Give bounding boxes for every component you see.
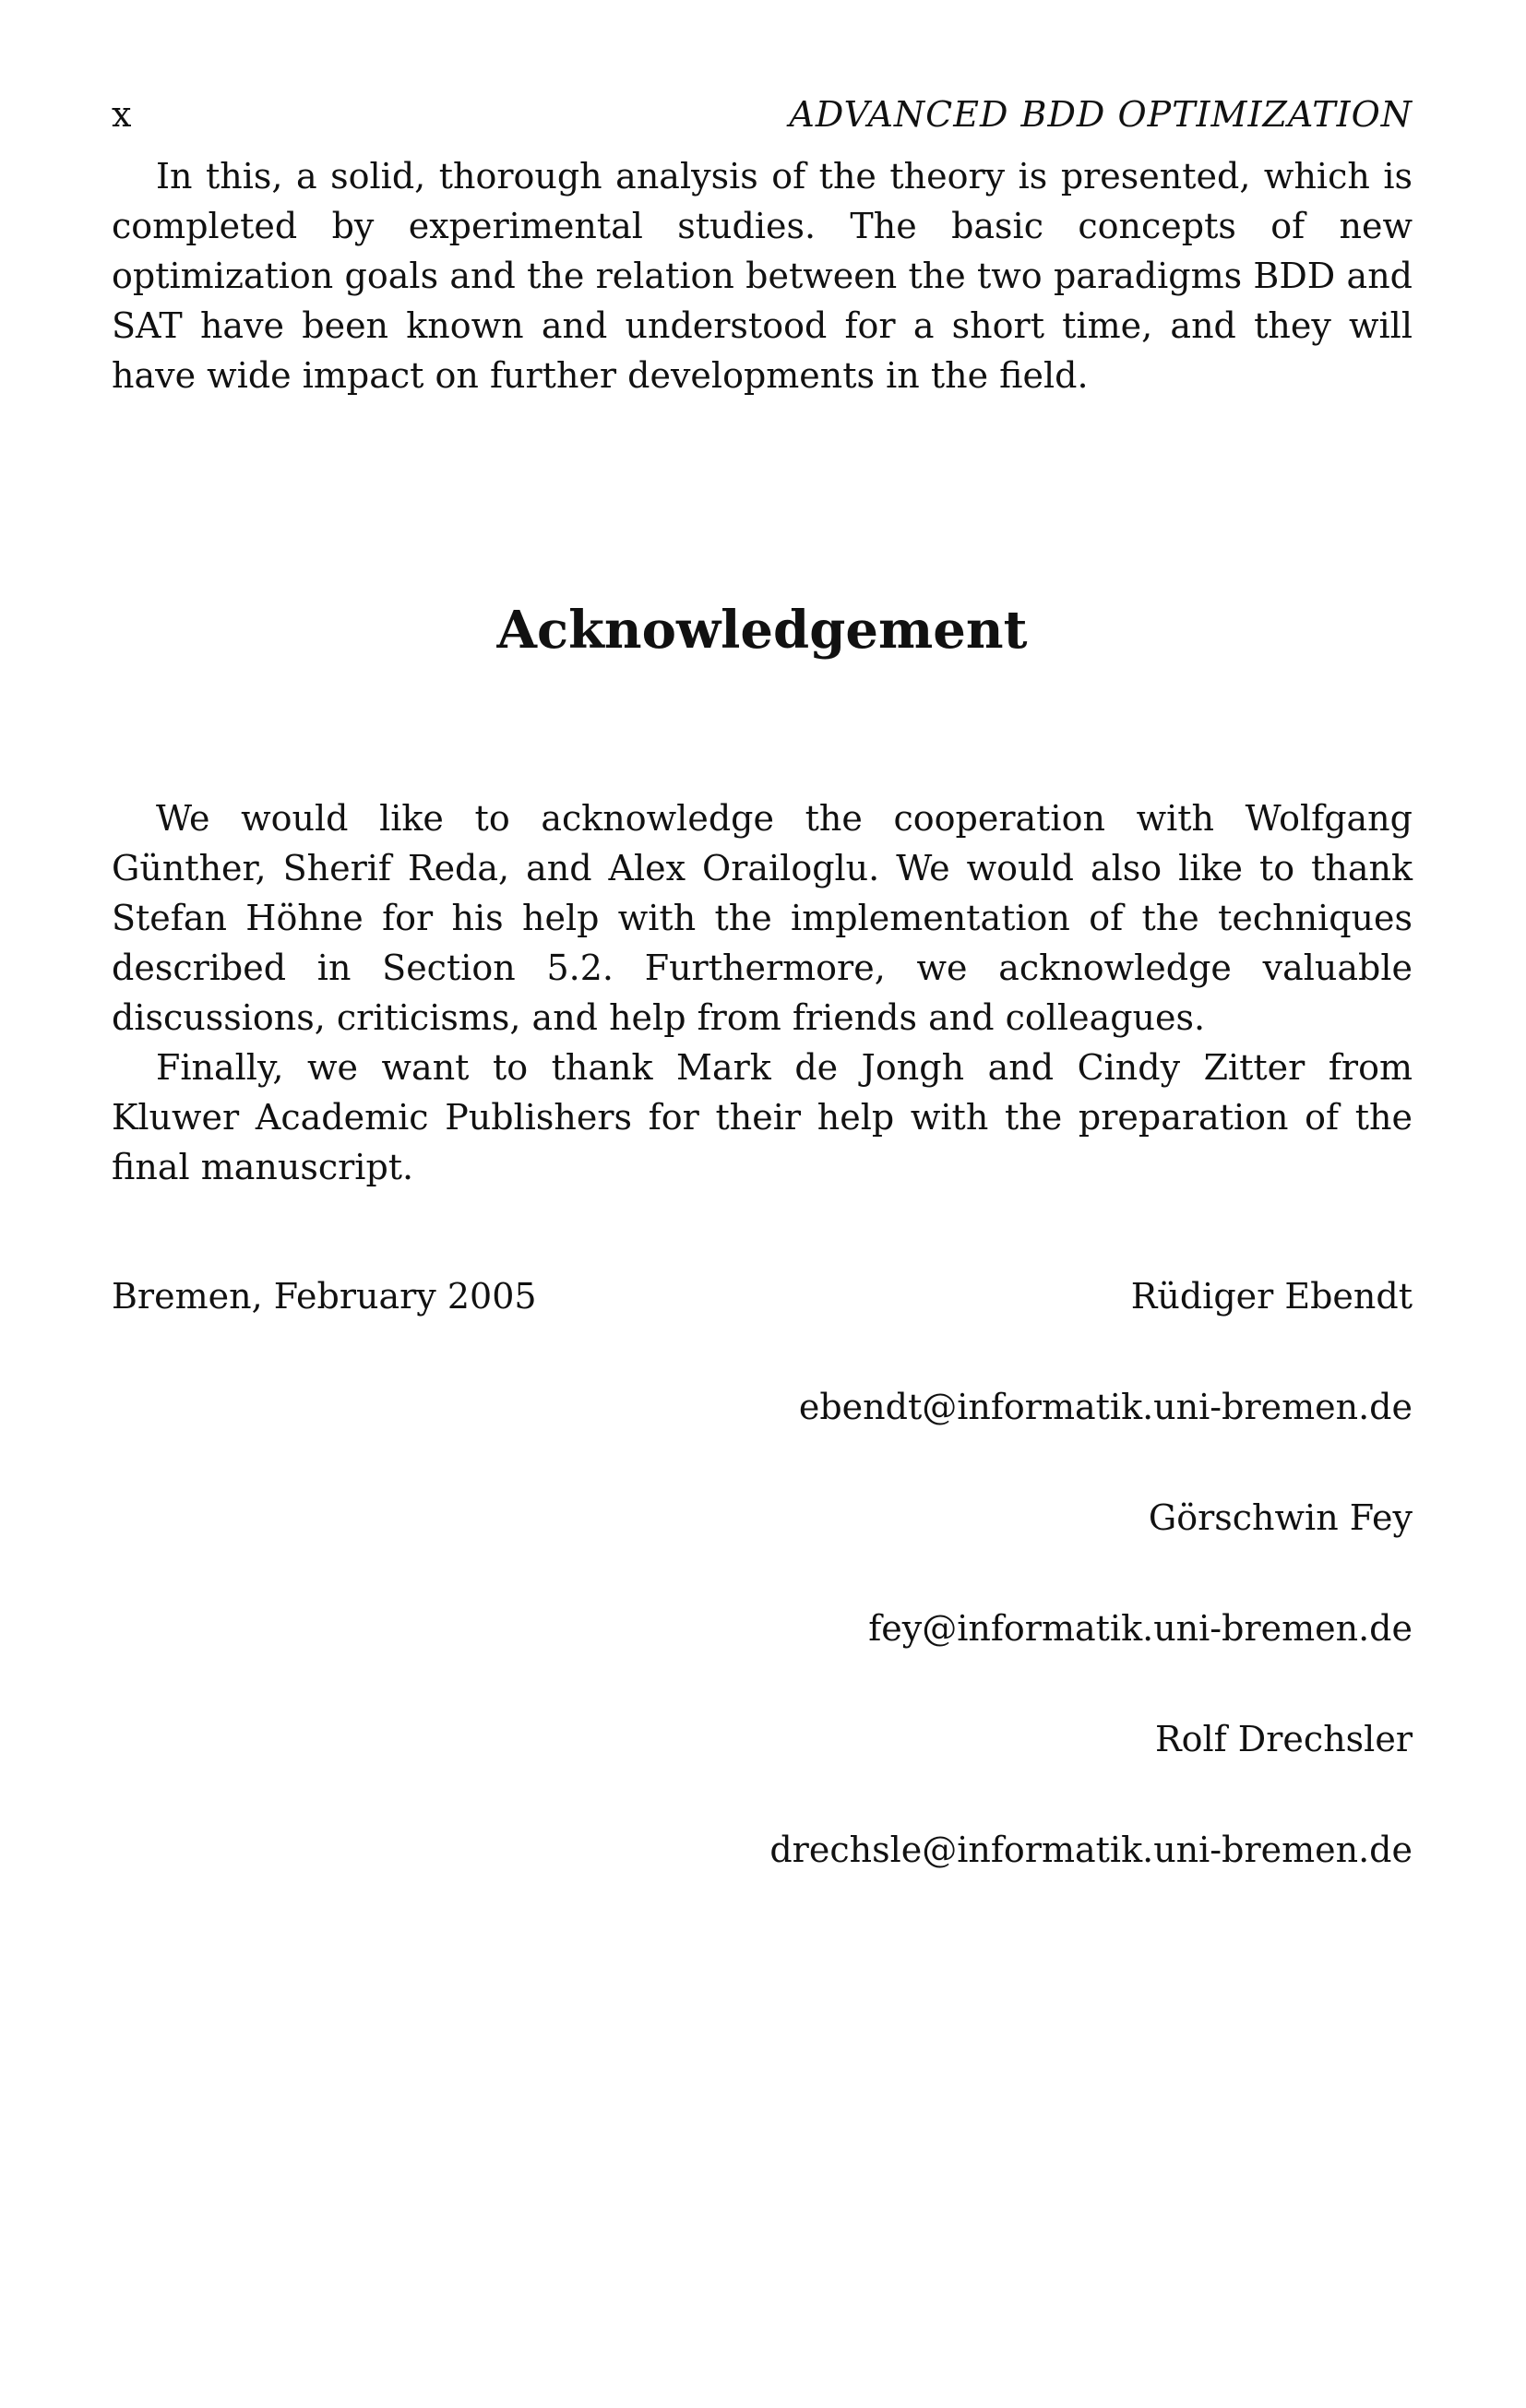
signature-row [112, 1271, 1413, 1321]
author-email-1: ebendt@informatik.uni-bremen.de [798, 1387, 1413, 1427]
intro-paragraph: In this, a solid, thorough analysis of the theory is presented, which is completed by experimental studies. The basic concepts of new optimization goals and the relation between the two paradigms BDD and SAT have been known and understood for a short time, and they will have wide impact on further developments in the field. [112, 156, 1413, 396]
running-title: ADVANCED BDD OPTIMIZATION [789, 94, 1413, 135]
running-header [112, 92, 1413, 151]
author-email-2: fey@informatik.uni-bremen.de [868, 1608, 1413, 1649]
author-name-3: Rolf Drechsler [1155, 1719, 1413, 1759]
page-number: x [112, 94, 132, 135]
acknowledgement-paragraph-2: Finally, we want to thank Mark de Jongh and Cindy Zitter from Kluwer Academic Publishers for their help with the preparation of the final manuscript. [112, 1047, 1413, 1187]
acknowledgement-paragraph-1: We would like to acknowledge the cooperation with Wolfgang Günther, Sherif Reda, and Alex Orailoglu. We would also like to thank Stefan Höhne for his help with the implementation of the techniques described in Section 5.2. Furthermore, we acknowledge valuable discussions, criticisms, and help from friends and colleagues. [112, 798, 1413, 1038]
author-name-1: Rüdiger Ebendt [1130, 1276, 1413, 1317]
author-email-3: drechsle@informatik.uni-bremen.de [769, 1830, 1413, 1870]
author-name-2: Görschwin Fey [1148, 1497, 1413, 1538]
book-page [112, 92, 1413, 1875]
place-date: Bremen, February 2005 [112, 1276, 537, 1317]
section-heading: Acknowledgement [496, 600, 1028, 661]
